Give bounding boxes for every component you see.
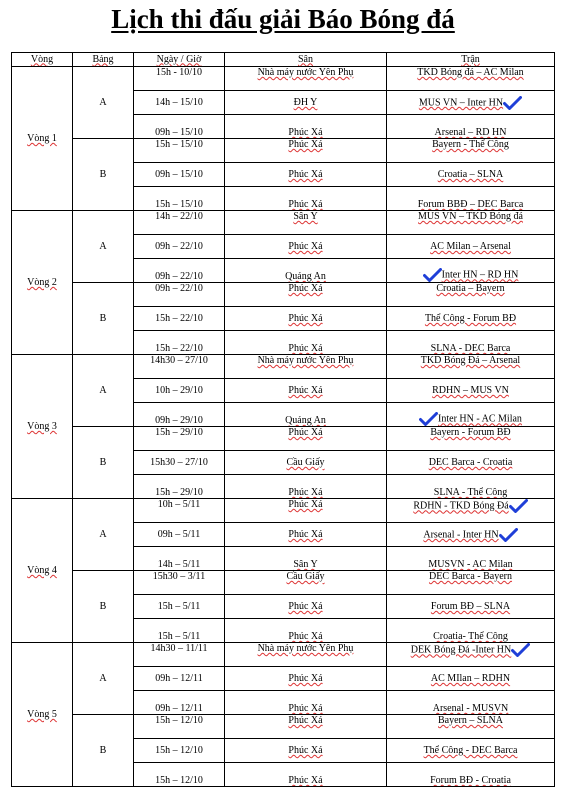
group-cell: A: [73, 355, 134, 427]
venue-cell: [225, 715, 387, 739]
match-cell: [387, 115, 555, 139]
match-cell: [387, 187, 555, 211]
group-cell: B: [73, 139, 134, 211]
group-cell: B: [73, 427, 134, 499]
venue-cell: [225, 763, 387, 787]
datetime-cell: 15h – 12/10: [134, 763, 225, 787]
venue-text: Phúc Xá: [288, 715, 323, 726]
match-cell: [387, 211, 555, 235]
datetime-cell: 15h – 22/10: [134, 307, 225, 331]
venue-cell: [225, 163, 387, 187]
checkmark-icon: [499, 528, 518, 542]
table-row: [12, 355, 555, 379]
page-title: Lịch thi đấu giải Báo Bóng đá: [111, 4, 455, 34]
round-cell: Vòng 2: [12, 211, 73, 355]
venue-text: Phúc Xá: [288, 487, 323, 498]
match-text: SLNA - DEC Barca: [430, 343, 511, 354]
round-cell: Vòng 1: [12, 67, 73, 211]
match-cell: [387, 643, 555, 667]
match-text: Arsenal - Inter HN: [423, 528, 499, 540]
match-cell: [387, 571, 555, 595]
match-text: SLNA - Thể Công: [433, 487, 508, 498]
table-row: [12, 283, 555, 307]
datetime-cell: 10h – 5/11: [134, 499, 225, 523]
venue-cell: [225, 427, 387, 451]
venue-cell: [225, 115, 387, 139]
match-cell: [387, 427, 555, 451]
datetime-cell: 15h – 29/10: [134, 475, 225, 499]
datetime-cell: 15h – 22/10: [134, 331, 225, 355]
venue-text: Phúc Xá: [288, 385, 323, 396]
venue-cell: [225, 211, 387, 235]
datetime-cell: 14h – 5/11: [134, 547, 225, 571]
datetime-cell: 15h - 10/10: [134, 67, 225, 91]
match-text: Forum BĐ – SLNA: [430, 601, 511, 612]
match-cell: [387, 235, 555, 259]
venue-cell: [225, 451, 387, 475]
group-cell: B: [73, 283, 134, 355]
venue-cell: [225, 619, 387, 643]
table-row: [12, 211, 555, 235]
venue-cell: [225, 571, 387, 595]
datetime-cell: 09h – 22/10: [134, 259, 225, 283]
match-text: AC Milan – Arsenal: [430, 241, 511, 252]
venue-text: Sân Y: [293, 559, 318, 570]
venue-text: Phúc Xá: [288, 139, 323, 150]
schedule-body: [12, 67, 555, 787]
venue-text: Quảng An: [285, 415, 326, 426]
datetime-cell: 09h – 5/11: [134, 523, 225, 547]
match-text: RDHN – MUS VN: [432, 385, 509, 396]
match-cell: [387, 739, 555, 763]
datetime-cell: 15h – 12/10: [134, 739, 225, 763]
match-text: Inter HN – RD HN: [441, 269, 519, 281]
venue-cell: [225, 667, 387, 691]
datetime-cell: 15h – 12/10: [134, 715, 225, 739]
match-text: Thể Công - DEC Barca: [423, 745, 518, 756]
venue-cell: [225, 499, 387, 523]
match-cell: [387, 379, 555, 403]
venue-cell: [225, 331, 387, 355]
venue-cell: [225, 355, 387, 379]
match-cell: [387, 403, 555, 427]
datetime-cell: 15h – 15/10: [134, 187, 225, 211]
group-cell: A: [73, 643, 134, 715]
venue-cell: [225, 91, 387, 115]
datetime-cell: 14h – 15/10: [134, 91, 225, 115]
checkmark-icon: [503, 96, 522, 110]
venue-text: Phúc Xá: [288, 283, 323, 294]
match-text: RDHN - TKD Bóng Đá: [413, 500, 509, 512]
round-cell: Vòng 3: [12, 355, 73, 499]
table-row: [12, 139, 555, 163]
venue-text: Quảng An: [285, 271, 326, 282]
venue-text: Nhà máy nước Yên Phụ: [257, 355, 354, 366]
venue-cell: [225, 259, 387, 283]
venue-cell: [225, 523, 387, 547]
venue-text: Phúc Xá: [288, 673, 323, 684]
venue-cell: [225, 691, 387, 715]
datetime-cell: 15h30 – 3/11: [134, 571, 225, 595]
match-cell: [387, 499, 555, 523]
match-text: TKD Bóng đá – AC Milan: [417, 67, 524, 78]
datetime-cell: 09h – 15/10: [134, 115, 225, 139]
match-text: Croatia – SLNA: [437, 169, 504, 180]
checkmark-icon: [511, 643, 530, 657]
match-text: Croatia – Bayern: [436, 283, 505, 294]
header-row: [12, 53, 555, 67]
match-cell: [387, 283, 555, 307]
venue-text: Phúc Xá: [288, 127, 323, 138]
venue-text: Phúc Xá: [288, 169, 323, 180]
match-text: MUS VN – Inter HN: [418, 96, 504, 108]
match-cell: [387, 523, 555, 547]
table-row: [12, 499, 555, 523]
match-cell: [387, 307, 555, 331]
datetime-cell: 15h – 15/10: [134, 139, 225, 163]
match-cell: [387, 91, 555, 115]
round-cell: Vòng 5: [12, 643, 73, 787]
venue-text: ĐH Y: [293, 97, 318, 108]
venue-text: Phúc Xá: [288, 199, 323, 210]
table-row: [12, 571, 555, 595]
schedule-table: [11, 52, 555, 787]
venue-cell: [225, 595, 387, 619]
match-text: Arsenal - MUSVN: [432, 703, 509, 714]
venue-text: Nhà máy nước Yên Phụ: [257, 67, 354, 78]
datetime-cell: 15h – 5/11: [134, 619, 225, 643]
match-text: Bayern – SLNA: [438, 715, 503, 726]
venue-text: Phúc Xá: [288, 499, 323, 510]
table-row: [12, 427, 555, 451]
datetime-cell: 09h – 12/11: [134, 667, 225, 691]
venue-text: Nhà máy nước Yên Phụ: [257, 643, 354, 654]
match-text: Inter HN - AC Milan: [438, 413, 522, 425]
datetime-cell: 09h – 29/10: [134, 403, 225, 427]
match-text: AC MIlan – RDHN: [430, 673, 511, 684]
venue-text: Phúc Xá: [288, 529, 323, 540]
venue-text: Phúc Xá: [288, 631, 323, 642]
match-cell: [387, 259, 555, 283]
match-cell: [387, 763, 555, 787]
match-cell: [387, 331, 555, 355]
venue-cell: [225, 547, 387, 571]
venue-cell: [225, 739, 387, 763]
datetime-cell: 15h30 – 27/10: [134, 451, 225, 475]
match-cell: [387, 619, 555, 643]
checkmark-icon: [419, 412, 438, 426]
match-text: MUSVN - AC Milan: [428, 559, 513, 570]
match-text: MUS VN – TKD Bóng đá: [418, 211, 523, 222]
venue-cell: [225, 139, 387, 163]
checkmark-icon: [509, 499, 528, 513]
match-text: TKD Bóng Đá – Arsenal: [420, 355, 521, 366]
venue-text: Phúc Xá: [288, 313, 323, 324]
datetime-cell: 10h – 29/10: [134, 379, 225, 403]
match-cell: [387, 139, 555, 163]
match-text: Arsenal – RD HN: [434, 127, 507, 138]
header-group: Bảng: [73, 53, 134, 67]
venue-cell: [225, 235, 387, 259]
match-text: Thể Công - Forum BĐ: [424, 313, 517, 324]
venue-text: Cầu Giấy: [286, 571, 325, 582]
venue-text: Phúc Xá: [288, 703, 323, 714]
datetime-cell: 09h – 22/10: [134, 283, 225, 307]
venue-cell: [225, 307, 387, 331]
match-text: DEK Bóng Đá -Inter HN: [410, 644, 512, 656]
venue-cell: [225, 283, 387, 307]
match-cell: [387, 67, 555, 91]
venue-text: Phúc Xá: [288, 775, 323, 786]
datetime-cell: 09h – 22/10: [134, 235, 225, 259]
venue-text: Cầu Giấy: [286, 457, 325, 468]
match-text: Forum BĐ - Croatia: [430, 775, 511, 786]
match-cell: [387, 163, 555, 187]
checkmark-icon: [423, 268, 442, 282]
venue-text: Phúc Xá: [288, 343, 323, 354]
venue-cell: [225, 67, 387, 91]
round-cell: Vòng 4: [12, 499, 73, 643]
datetime-cell: 09h – 15/10: [134, 163, 225, 187]
match-cell: [387, 595, 555, 619]
match-cell: [387, 475, 555, 499]
datetime-cell: 09h – 12/11: [134, 691, 225, 715]
match-cell: [387, 715, 555, 739]
group-cell: A: [73, 499, 134, 571]
venue-cell: [225, 187, 387, 211]
match-text: Forum BBĐ – DEC Barca: [417, 199, 524, 210]
header-match: Trận: [387, 53, 555, 67]
match-cell: [387, 451, 555, 475]
group-cell: B: [73, 571, 134, 643]
datetime-cell: 15h – 5/11: [134, 595, 225, 619]
datetime-cell: 14h30 – 27/10: [134, 355, 225, 379]
match-text: DEC Barca - Bayern: [428, 571, 513, 582]
match-cell: [387, 355, 555, 379]
table-row: [12, 67, 555, 91]
datetime-cell: 15h – 29/10: [134, 427, 225, 451]
table-row: [12, 643, 555, 667]
match-text: Bayern - Forum BĐ: [430, 427, 511, 438]
header-venue: Sân: [225, 53, 387, 67]
header-datetime: Ngày / Giờ: [134, 53, 225, 67]
venue-text: Phúc Xá: [288, 745, 323, 756]
group-cell: A: [73, 67, 134, 139]
match-text: Croatia- Thể Công: [433, 631, 508, 642]
venue-text: Phúc Xá: [288, 241, 323, 252]
group-cell: A: [73, 211, 134, 283]
match-cell: [387, 667, 555, 691]
venue-text: Phúc Xá: [288, 601, 323, 612]
match-cell: [387, 547, 555, 571]
match-cell: [387, 691, 555, 715]
header-round: Vòng: [12, 53, 73, 67]
match-text: Bayern - Thể Công: [432, 139, 509, 150]
match-text: DEC Barca - Croatia: [428, 457, 513, 468]
datetime-cell: 14h – 22/10: [134, 211, 225, 235]
venue-cell: [225, 475, 387, 499]
datetime-cell: 14h30 – 11/11: [134, 643, 225, 667]
venue-cell: [225, 403, 387, 427]
venue-cell: [225, 643, 387, 667]
venue-text: Phúc Xá: [288, 427, 323, 438]
group-cell: B: [73, 715, 134, 787]
venue-cell: [225, 379, 387, 403]
venue-text: Sân Y: [293, 211, 318, 222]
table-row: [12, 715, 555, 739]
